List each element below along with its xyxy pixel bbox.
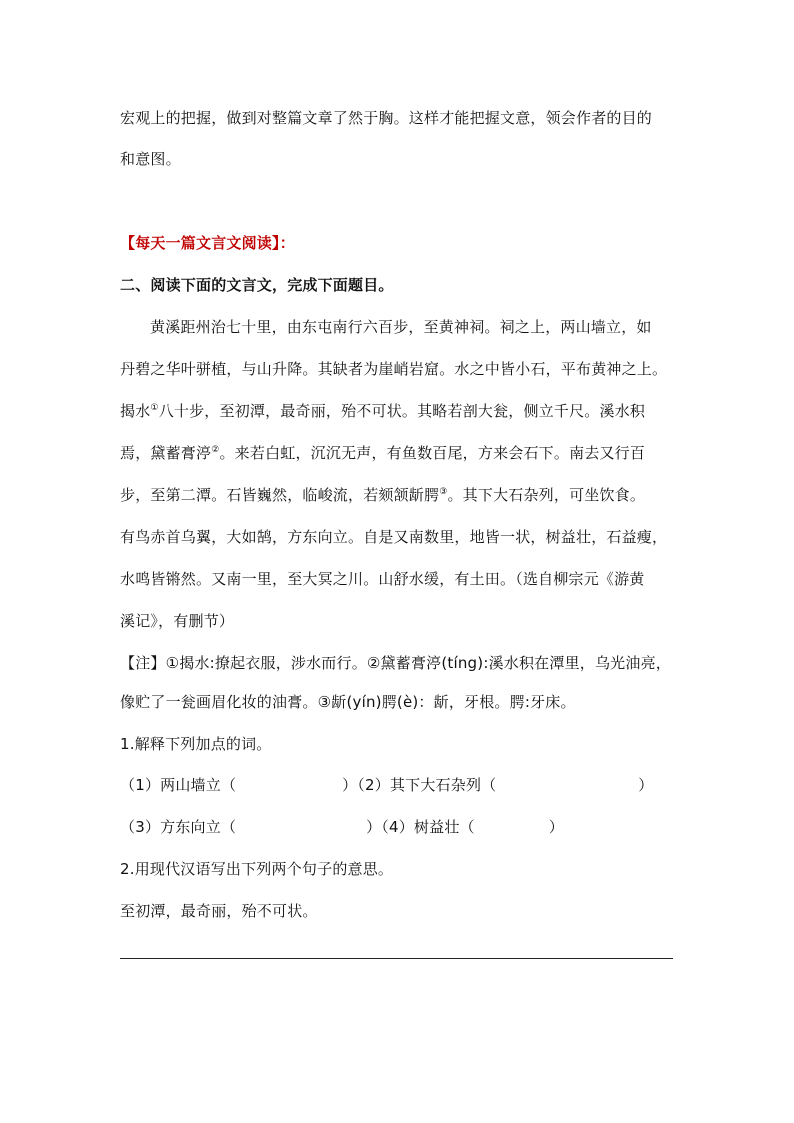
passage-text: 八十步，至初潭，最奇丽，殆不可状。其略若剖大瓮，侧立千尺。溪水积	[158, 402, 646, 420]
passage-line-3	[120, 401, 645, 421]
passage-text: 。来若白虹，沉沉无声，有鱼数百尾，方来会石下。南去又行百	[219, 444, 646, 462]
question-heading: 二、阅读下面的文言文，完成下面题目。	[120, 276, 394, 294]
intro-line-1: 宏观上的把握，做到对整篇文章了然于胸。这样才能把握文意，领会作者的目的	[120, 109, 653, 127]
passage-line-2: 丹碧之华叶骈植，与山升降。其缺者为崖峭岩窟。水之中皆小石，平布黄神之上。	[120, 360, 668, 378]
passage-text: 步，至第二潭。石皆巍然，临峻流，若颏颔龂腭	[120, 486, 440, 504]
section-header: 【每天一篇文言文阅读】：	[120, 234, 295, 252]
footnote-marker-3: ③	[439, 487, 448, 497]
passage-line-8: 溪记》，有删节）	[120, 612, 235, 630]
footnote-marker-2: ②	[211, 445, 220, 455]
question-1: 1.解释下列加点的词。	[120, 735, 272, 753]
question-2: 2.用现代汉语写出下列两个句子的意思。	[120, 860, 394, 878]
notes-line-2: 像贮了一瓮画眉化妆的油膏。③龂(yín)腭(è)：龂，牙根。腭:牙床。	[120, 693, 576, 711]
question-1-row-2	[120, 817, 564, 837]
passage-line-6: 有鸟赤首乌翼，大如鹄，方东向立。自是又南数里，地皆一状，树益壮，石益瘦，	[120, 528, 668, 546]
question-1-row-1	[120, 775, 653, 795]
passage-line-5	[120, 485, 645, 505]
q1-item-1: （1）两山墙立（	[120, 776, 237, 794]
passage-line-4	[120, 443, 645, 463]
intro-line-2: 和意图。	[120, 150, 181, 168]
passage-line-1: 黄溪距州治七十里，由东屯南行六百步，至黄神祠。祠之上，两山墙立，如	[150, 318, 652, 336]
footnote-marker-1: ①	[150, 403, 159, 413]
passage-text: 焉，黛蓄膏渟	[120, 444, 212, 462]
passage-text: 揭水	[120, 402, 151, 420]
q1-item-4: ）（4）树益壮（	[366, 818, 475, 836]
passage-line-7: 水鸣皆锵然。又南一里，至大冥之川。山舒水缓，有土田。（选自柳宗元《游黄	[120, 570, 645, 588]
q1-item-2: ）（2）其下大石杂列（	[342, 776, 497, 794]
close-paren: ）	[548, 818, 564, 836]
question-2-sentence: 至初潭，最奇丽，殆不可状。	[120, 902, 318, 920]
q1-item-3: （3）方东向立（	[120, 818, 237, 836]
passage-text: 。其下大石杂列，可坐饮食。	[447, 486, 646, 504]
close-paren: ）	[638, 776, 654, 794]
notes-line-1: 【注】①揭水:撩起衣服，涉水而行。②黛蓄膏渟(tíng):溪水积在潭里，乌光油亮，	[120, 654, 671, 672]
answer-line[interactable]	[120, 958, 673, 959]
